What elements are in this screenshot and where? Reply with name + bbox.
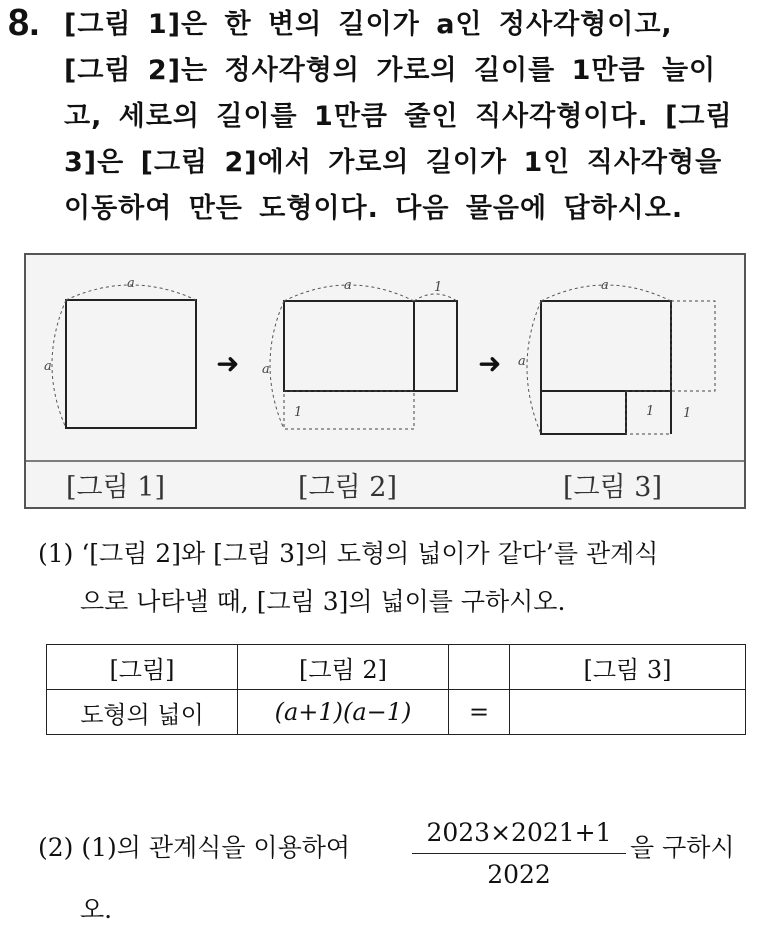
subquestion-1-line1: (1) ‘[그림 2]와 [그림 3]의 도형의 넓이가 같다’를 관계식 [38, 539, 659, 568]
question-stem [64, 2, 764, 232]
dashed-arc [52, 300, 66, 428]
removed-strip [284, 391, 414, 429]
fraction-denominator: 2022 [487, 860, 551, 889]
fraction-numerator: 2023×2021+1 [412, 818, 626, 854]
rectangle-top [284, 301, 414, 391]
label-a: a [127, 276, 135, 291]
answer-table [46, 644, 746, 735]
label-a: a [601, 278, 609, 293]
stem-line: 3]은 [그림 2]에서 가로의 길이가 1인 직사각형을 [64, 147, 723, 178]
vacated-strip [671, 301, 715, 391]
table-header-cell: [그림 2] [238, 645, 449, 690]
stem-line: 이동하여 만든 도형이다. 다음 물음에 답하시오. [64, 193, 684, 224]
table-row [47, 690, 746, 735]
label-a: a [44, 359, 52, 374]
subquestion-2-tail: 오. [80, 895, 113, 924]
stem-line: [그림 1]은 한 변의 길이가 a인 정사각형이고, [64, 9, 673, 40]
table-cell: (a+1)(a−1) [238, 690, 449, 735]
fraction [412, 818, 626, 889]
subquestion-2-suffix: 을 구하시 [630, 833, 735, 862]
arrow-icon: ➜ [216, 347, 240, 380]
table-cell: 도형의 넓이 [47, 690, 238, 735]
dashed-arc [414, 294, 457, 301]
table-cell: = [449, 690, 510, 735]
rectangle-right-strip [414, 301, 457, 391]
subquestion-1-line2: 으로 나타낼 때, [그림 3]의 넓이를 구하시오. [80, 587, 566, 616]
dashed-arc [270, 301, 284, 429]
figure-caption-3: [그림 3] [563, 472, 662, 503]
label-a: a [344, 278, 352, 293]
table-header-cell [449, 645, 510, 690]
label-one: 1 [294, 405, 303, 420]
label-one: 1 [683, 406, 692, 421]
table-header-cell: [그림] [47, 645, 238, 690]
label-a: a [518, 354, 526, 369]
figure-caption-2: [그림 2] [298, 472, 397, 503]
rectangle-top [541, 301, 671, 391]
label-one: 1 [646, 404, 655, 419]
label-a: a [262, 362, 270, 377]
question-number: 8. [8, 2, 40, 44]
stem-line: 고, 세로의 길이를 1만큼 줄인 직사각형이다. [그림 [64, 101, 733, 132]
moved-strip [541, 391, 626, 434]
table-row [47, 645, 746, 690]
square-a [66, 300, 196, 428]
stem-line: [그림 2]는 정사각형의 가로의 길이를 1만큼 늘이 [64, 55, 717, 86]
answer-blank-cell[interactable] [510, 690, 746, 735]
figure-caption-1: [그림 1] [66, 472, 165, 503]
label-one: 1 [434, 280, 443, 295]
subquestion-2-prefix: (2) (1)의 관계식을 이용하여 [38, 833, 351, 862]
arrow-icon: ➜ [478, 347, 502, 380]
table-header-cell: [그림 3] [510, 645, 746, 690]
dashed-arc [527, 301, 541, 434]
